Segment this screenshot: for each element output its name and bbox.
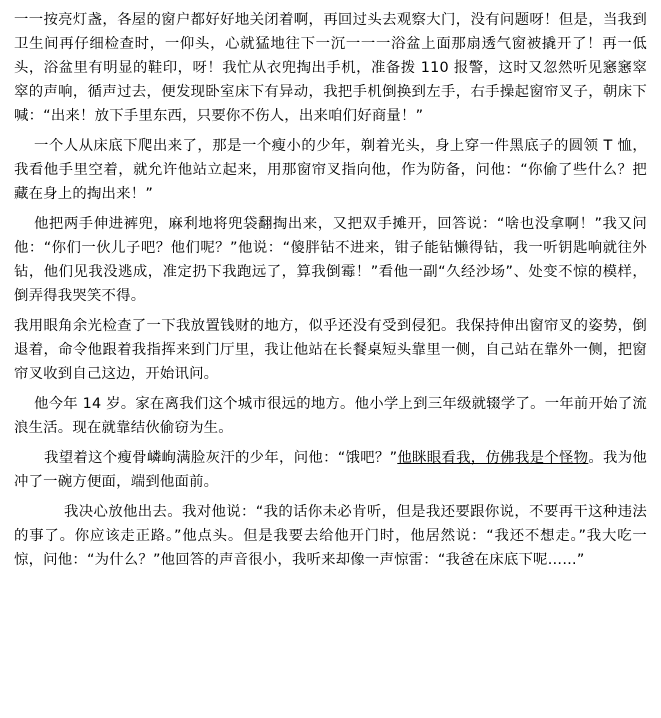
underlined-phrase: 他眯眼看我，仿佛我是个怪物 bbox=[397, 450, 589, 466]
paragraph-2: 一个人从床底下爬出来了，那是一个瘦小的少年，剃着光头，身上穿一件黑底子的圆领 T 恤，我看他手里空着，就允许他站立起来，用那窗帘叉指向他，作为防备，问他：“你偷了些什么？把藏在身上的掏出来！” bbox=[14, 138, 647, 202]
paragraph-6-after: 。我为他冲了一碗方便面，端到他面前。 bbox=[14, 450, 647, 490]
paragraph-7: 我决心放他出去。我对他说：“我的话你未必肯听，但是我还要跟你说，不要再干这种违法的事了。你应该走正路。”他点头。但是我要去给他开门时，他居然说：“我还不想走。”我大吃一惊，问他：“为什么？”他回答的声音很小，我听来却像一声惊雷：“我爸在床底下呢……” bbox=[14, 504, 647, 568]
paragraph-6 bbox=[14, 446, 647, 494]
paragraph-1: 一一按亮灯盏，各屋的窗户都好好地关闭着啊，再回过头去观察大门，没有问题呀！但是，当我到卫生间再仔细检查时，一仰头，心就猛地往下一沉一一一浴盆上面那扇透气窗被撬开了！再一低头，浴盆里有明显的鞋印，呀！我忙从衣兜掏出手机，准备拨 110 报警，这时又忽然听见窸窸窣窣的声响，循声过去，便发现卧室床下有异动，我把手机倒换到左手，右手操起窗帘叉子，朝床下喊：“出来！放下手里东西，只要你不伤人，出来咱们好商量！” bbox=[14, 12, 647, 124]
paragraph-6-before: 我望着这个瘦骨嶙峋满脸灰汗的少年，问他：“饿吧？” bbox=[44, 450, 398, 466]
paragraph-3: 他把两手伸进裤兜，麻利地将兜袋翻掏出来，又把双手摊开，回答说：“啥也没拿啊！”我又问他：“你们一伙儿子吧？他们呢？”他说：“傻胖钻不进来，钳子能钻懒得钻，我一听钥匙响就往外钻，他们见我没逃成，准定扔下我跑远了，算我倒霉！”看他一副“久经沙场”、处变不惊的模样，倒弄得我哭笑不得。 bbox=[14, 216, 647, 304]
paragraph-5: 他今年 14 岁。家在离我们这个城市很远的地方。他小学上到三年级就辍学了。一年前开始了流浪生活。现在就靠结伙偷窃为生。 bbox=[14, 396, 647, 436]
paragraph-4: 我用眼角余光检查了一下我放置钱财的地方，似乎还没有受到侵犯。我保持伸出窗帘叉的姿势，倒退着，命令他跟着我指挥来到门厅里，我让他站在长餐桌短头靠里一侧，自己站在靠外一侧，把窗帘叉收到自己这边，开始讯问。 bbox=[14, 318, 647, 382]
article-body bbox=[14, 8, 647, 572]
